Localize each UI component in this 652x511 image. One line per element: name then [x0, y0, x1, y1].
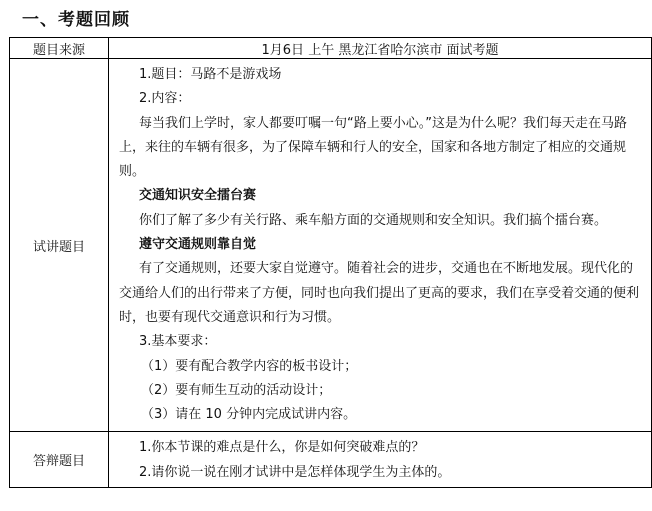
trial-topic: 1.题目：马路不是游戏场 [139, 67, 282, 82]
trial-paragraph-3: 有了交通规则，还要大家自觉遵守。随着社会的进步，交通也在不断地发展。现代化的交通给人们的出行带来了方便，同时也向我们提出了更高的要求，我们在享受着交通的便利时，也要有现代交通意识和行为习惯。 [119, 261, 640, 325]
trial-subtitle-1: 交通知识安全擂台赛 [139, 188, 257, 204]
exam-table [9, 37, 652, 488]
source-value: 1月6日 上午 黑龙江省哈尔滨市 面试考题 [109, 38, 652, 59]
trial-content-label: 2.内容： [139, 91, 191, 107]
trial-row [10, 59, 652, 432]
trial-paragraph-2: 你们了解了多少有关行路、乘车船方面的交通规则和安全知识。我们搞个擂台赛。 [139, 212, 608, 228]
source-label: 题目来源 [10, 38, 109, 59]
defense-question: 2.请你说一说在刚才试讲中是怎样体现学生为主体的。 [139, 464, 451, 480]
section-heading: 一、考题回顾 [22, 10, 130, 30]
trial-subtitle-2: 遵守交通规则靠自觉 [139, 237, 257, 253]
defense-content [109, 432, 652, 488]
source-row [10, 38, 652, 59]
trial-label: 试讲题目 [10, 59, 109, 432]
trial-paragraph-1: 每当我们上学时，家人都要叮嘱一句“路上要小心。”这是为什么呢？我们每天走在马路上，来往的车辆有很多，为了保障车辆和行人的安全，国家和各地方制定了相应的交通规则。 [119, 115, 627, 180]
trial-content [109, 59, 652, 432]
requirement-item: （1）要有配合教学内容的板书设计； [141, 358, 358, 374]
requirements-label: 3.基本要求： [139, 334, 217, 350]
defense-row [10, 432, 652, 488]
defense-question: 1.你本节课的难点是什么，你是如何突破难点的？ [139, 440, 425, 456]
requirement-item: （2）要有师生互动的活动设计； [141, 382, 332, 398]
defense-label: 答辩题目 [10, 432, 109, 488]
requirement-item: （3）请在 10 分钟内完成试讲内容。 [141, 407, 357, 423]
